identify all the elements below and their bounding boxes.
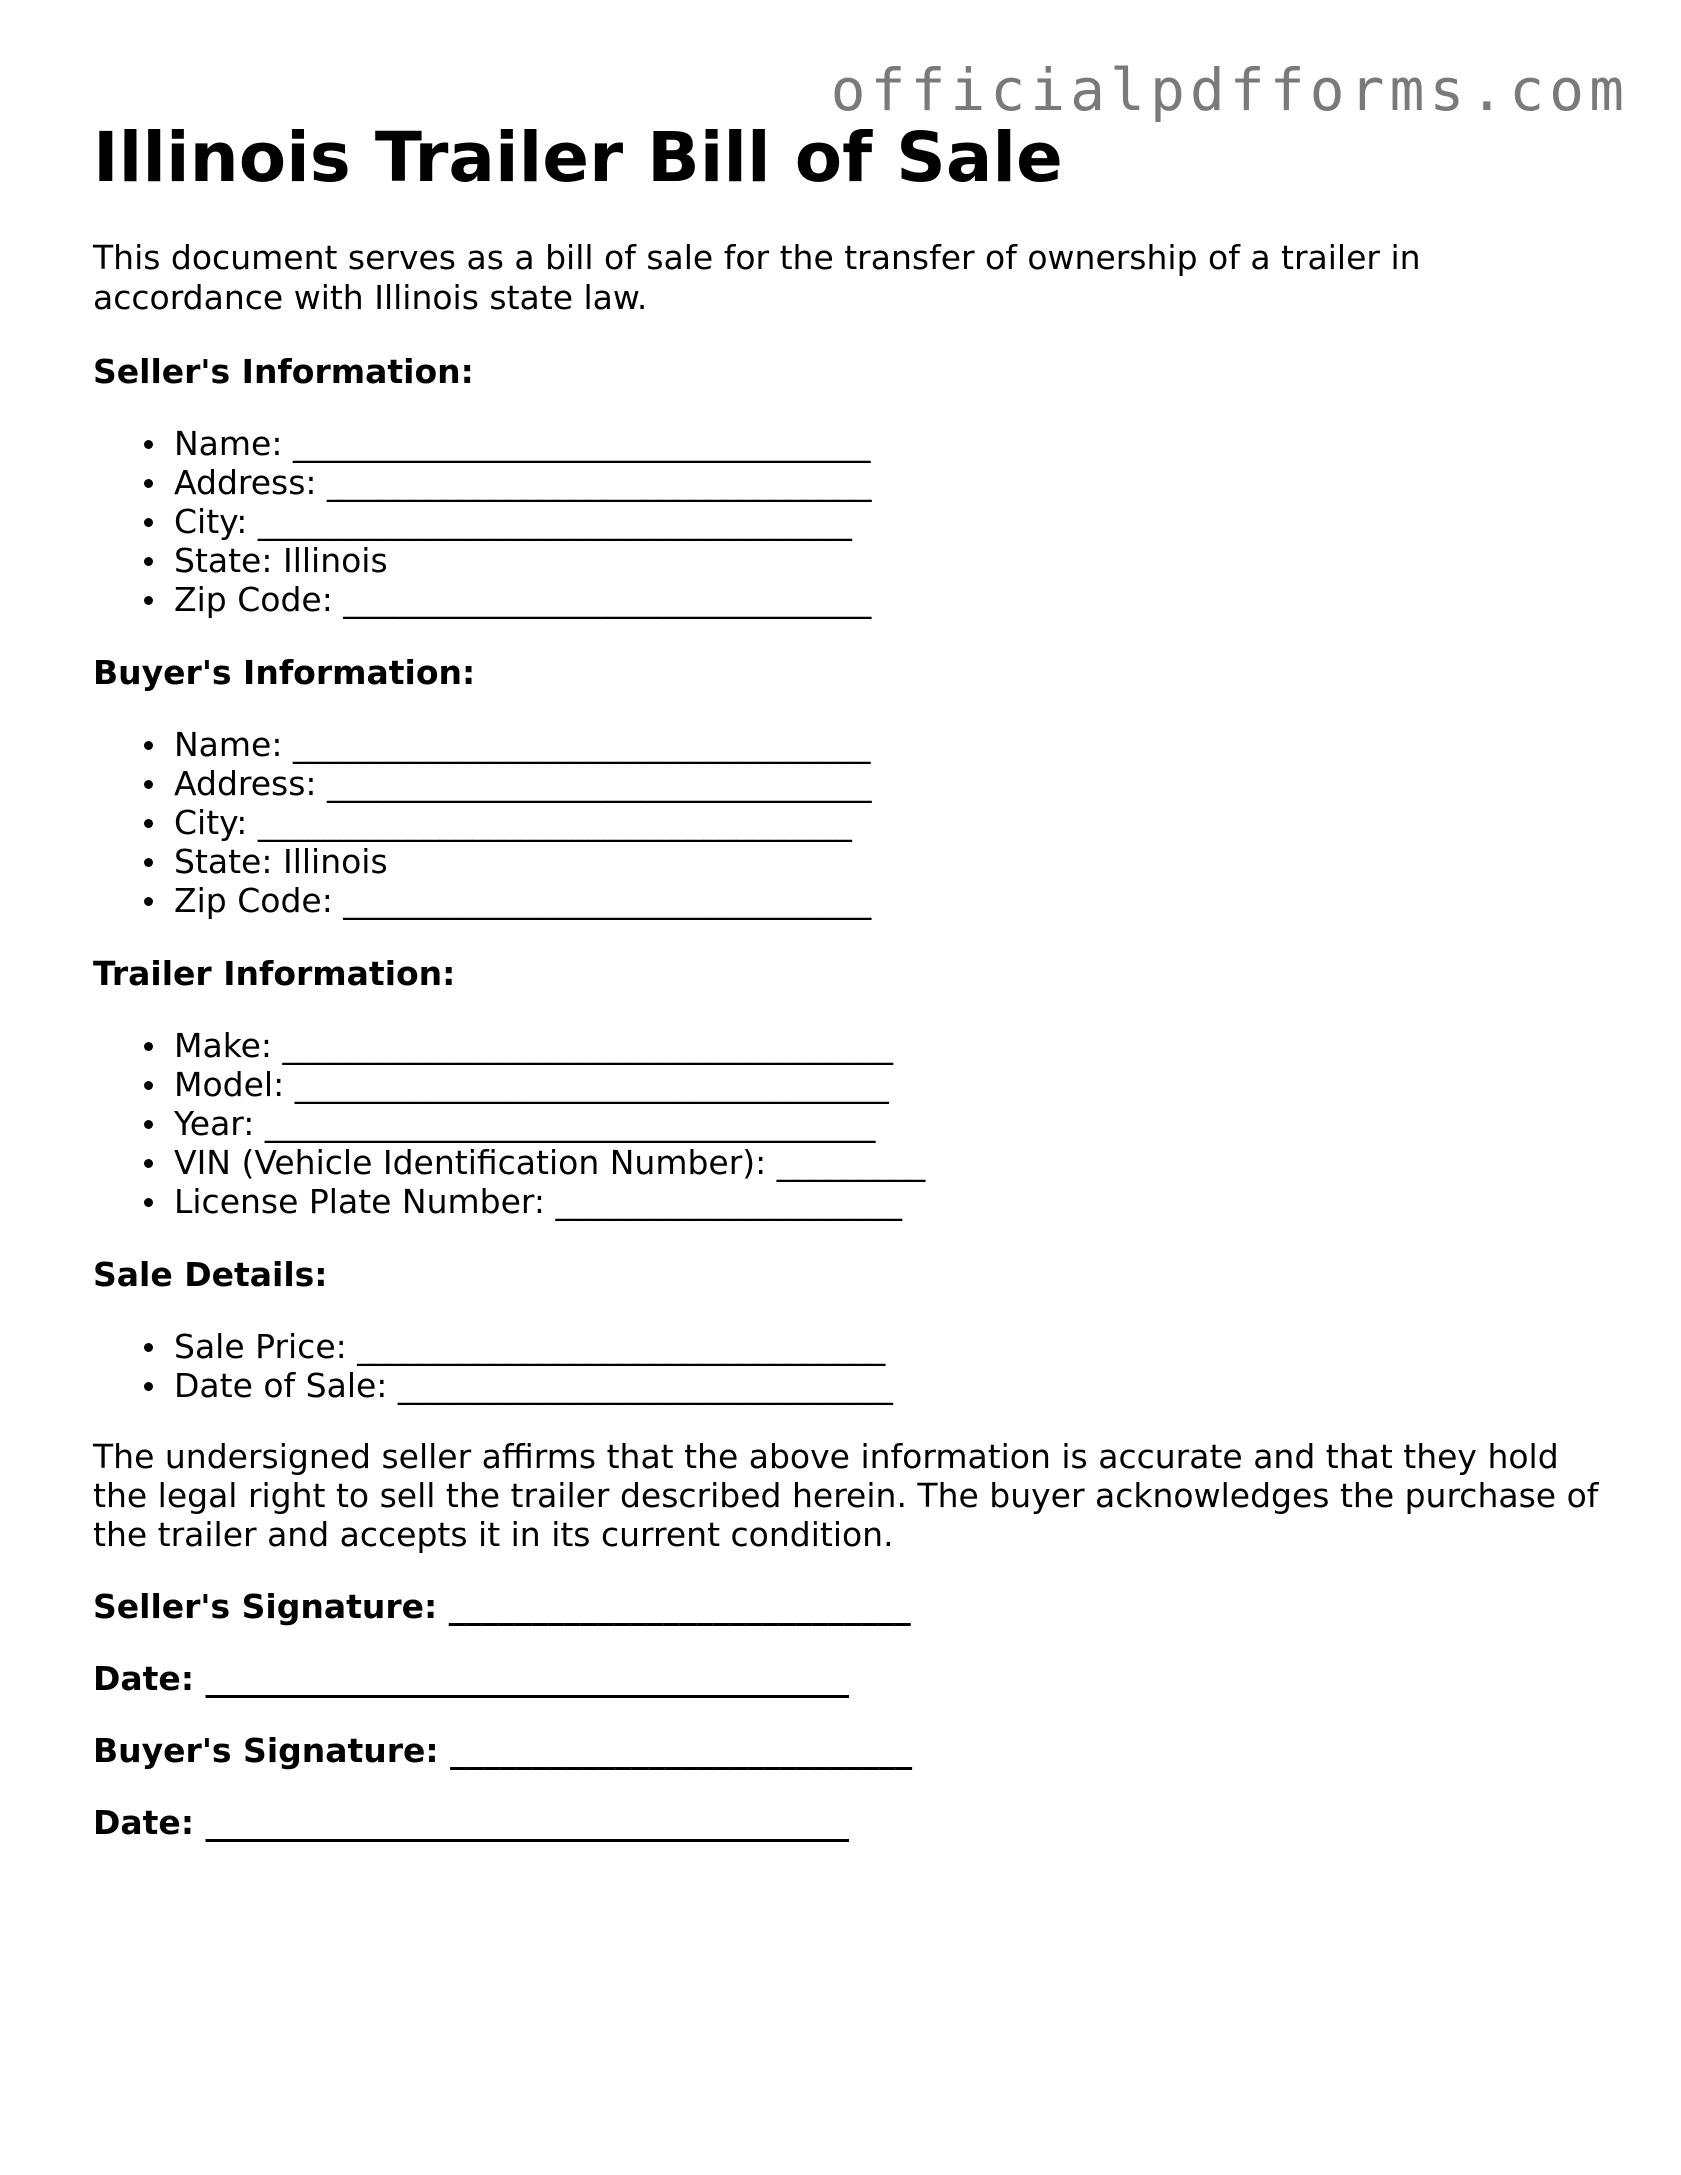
buyer-info-list (93, 725, 1593, 920)
trailer-plate-field[interactable]: License Plate Number: _____________________ (174, 1182, 1593, 1221)
watermark-text: officialpdfforms.com (830, 56, 1629, 124)
seller-signature-field[interactable]: Seller's Signature: ____________________________ (93, 1587, 911, 1626)
sale-details-list (93, 1327, 1593, 1405)
intro-paragraph: This document serves as a bill of sale for the transfer of ownership of a trailer in accordance with Illinois state law. (93, 238, 1421, 317)
seller-city-field[interactable]: City: ____________________________________ (174, 502, 1593, 541)
trailer-info-heading: Trailer Information: (93, 954, 456, 993)
buyer-name-field[interactable]: Name: ___________________________________ (174, 725, 1593, 764)
trailer-make-field[interactable]: Make: _____________________________________ (174, 1026, 1593, 1065)
sale-price-field[interactable]: Sale Price: ________________________________ (174, 1327, 1593, 1366)
buyer-state-field: State: Illinois (174, 842, 1593, 881)
seller-address-field[interactable]: Address: _________________________________ (174, 463, 1593, 502)
trailer-year-field[interactable]: Year: _____________________________________ (174, 1104, 1593, 1143)
sale-details-heading: Sale Details: (93, 1255, 328, 1294)
seller-name-field[interactable]: Name: ___________________________________ (174, 424, 1593, 463)
seller-zip-field[interactable]: Zip Code: ________________________________ (174, 580, 1593, 619)
buyer-info-heading: Buyer's Information: (93, 653, 476, 692)
trailer-info-list (93, 1026, 1593, 1221)
trailer-model-field[interactable]: Model: ____________________________________ (174, 1065, 1593, 1104)
buyer-zip-field[interactable]: Zip Code: ________________________________ (174, 881, 1593, 920)
seller-info-list (93, 424, 1593, 619)
document-page (93, 118, 1599, 1843)
closing-paragraph: The undersigned seller affirms that the above information is accurate and that they hold the legal right to sell the trailer described herein. The buyer acknowledges the purchase of the trailer and accepts it in its current condition. (93, 1437, 1599, 1554)
buyer-city-field[interactable]: City: ____________________________________ (174, 803, 1593, 842)
sale-date-field[interactable]: Date of Sale: ______________________________ (174, 1366, 1593, 1405)
seller-state-field: State: Illinois (174, 541, 1593, 580)
buyer-signature-field[interactable]: Buyer's Signature: ____________________________ (93, 1731, 913, 1770)
document-title: Illinois Trailer Bill of Sale (93, 118, 1063, 198)
seller-info-heading: Seller's Information: (93, 352, 474, 391)
buyer-date-field[interactable]: Date: _______________________________________ (93, 1803, 850, 1842)
trailer-vin-field[interactable]: VIN (Vehicle Identification Number): _________ (174, 1143, 1593, 1182)
seller-date-field[interactable]: Date: _______________________________________ (93, 1659, 850, 1698)
buyer-address-field[interactable]: Address: _________________________________ (174, 764, 1593, 803)
